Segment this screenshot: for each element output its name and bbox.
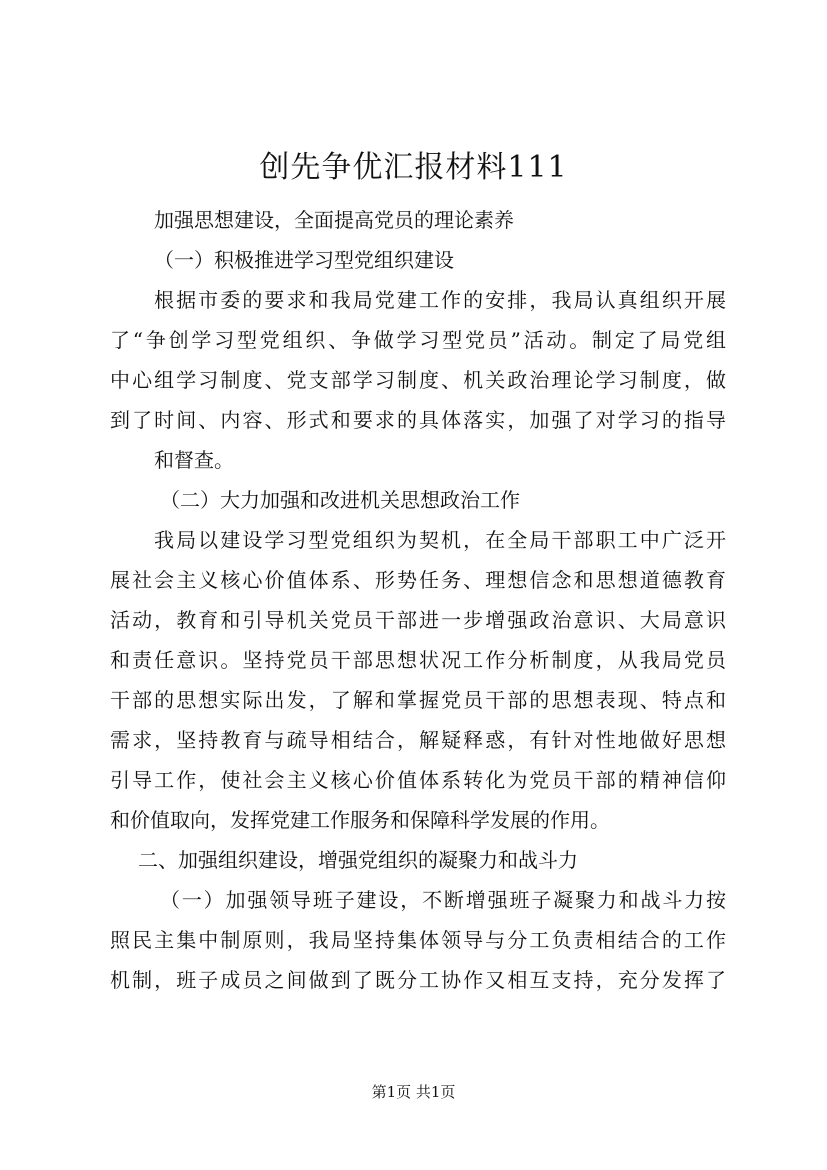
paragraph-line: 我局以建设学习型党组织为契机，在全局干部职工中广泛开 [154,528,726,552]
paragraph-line: 到了时间、内容、形式和要求的具体落实，加强了对学习的指导 [110,408,726,432]
paragraph-line: 和督查。 [154,448,234,472]
paragraph-line: 和价值取向，发挥党建工作服务和保障科学发展的作用。 [110,808,610,832]
paragraph-line: 和责任意识。坚持党员干部思想状况工作分析制度，从我局党员 [110,648,726,672]
paragraph-line: 活动，教育和引导机关党员干部进一步增强政治意识、大局意识 [110,608,726,632]
page-footer: 第1页 共1页 [371,1083,456,1101]
paragraph-line: 需求，坚持教育与疏导相结合，解疑释惑，有针对性地做好思想 [110,728,726,752]
document-body [110,200,726,1000]
paragraph-line: 展社会主义核心价值体系、形势任务、理想信念和思想道德教育 [110,568,726,592]
paragraph-line: 干部的思想实际出发，了解和掌握党员干部的思想表现、特点和 [110,688,726,712]
section-heading: 加强思想建设，全面提高党员的理论素养 [154,208,514,232]
subsection-heading: （一）积极推进学习型党组织建设 [154,248,454,272]
paragraph-line: 引导工作，使社会主义核心价值体系转化为党员干部的精神信仰 [110,768,726,792]
document-title: 创先争优汇报材料111 [259,150,568,185]
paragraph-line: 了“争创学习型党组织、争做学习型党员”活动。制定了局党组 [110,328,726,352]
paragraph-line: 照民主集中制原则，我局坚持集体领导与分工负责相结合的工作 [110,928,726,952]
subsection-heading: （二）大力加强和改进机关思想政治工作 [160,488,520,512]
paragraph-line: 机制，班子成员之间做到了既分工协作又相互支持，充分发挥了 [110,968,726,992]
paragraph-line: 中心组学习制度、党支部学习制度、机关政治理论学习制度，做 [110,368,726,392]
paragraph-line: （一）加强领导班子建设，不断增强班子凝聚力和战斗力按 [160,888,726,912]
section-heading: 二、加强组织建设，增强党组织的凝聚力和战斗力 [138,848,578,872]
paragraph-line: 根据市委的要求和我局党建工作的安排，我局认真组织开展 [154,288,726,312]
